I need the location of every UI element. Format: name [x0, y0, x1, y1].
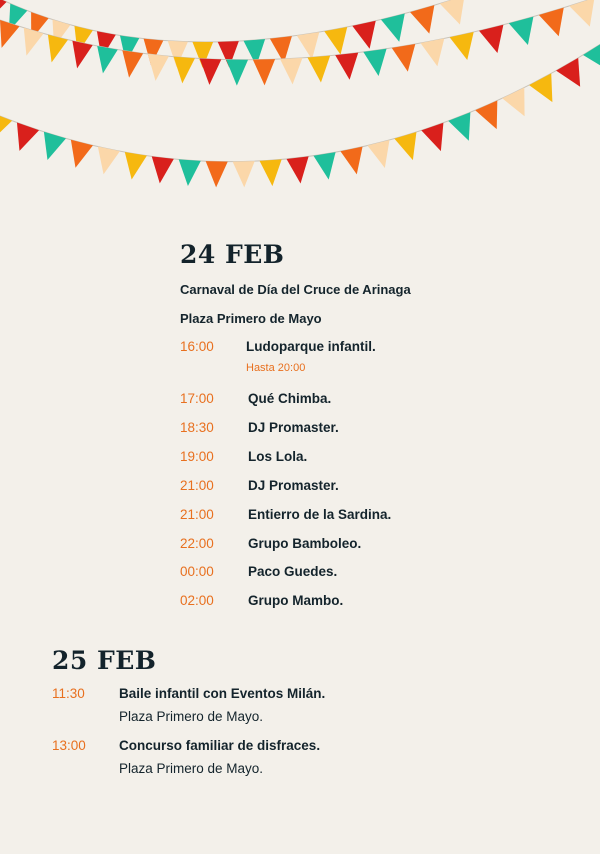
bunting-flag: [297, 32, 319, 59]
schedule-time: 22:00: [180, 536, 214, 551]
bunting-flag: [475, 101, 497, 130]
bunting-flag: [556, 58, 580, 87]
event-name: Carnaval de Día del Cruce de Arinaga: [180, 282, 411, 297]
schedule-act: Los Lola.: [248, 449, 308, 464]
schedule-act: Paco Guedes.: [248, 564, 338, 579]
schedule-time: 11:30: [52, 686, 85, 701]
bunting-decoration: [0, 0, 600, 210]
schedule-act: Qué Chimba.: [248, 391, 332, 406]
schedule-time: 19:00: [180, 449, 214, 464]
bunting-flag: [0, 20, 19, 48]
bunting-flag: [313, 152, 335, 179]
bunting-flag: [307, 56, 330, 83]
bunting-flag: [410, 5, 434, 33]
schedule-time: 21:00: [180, 478, 214, 493]
bunting-flag: [125, 152, 147, 179]
schedule-time: 00:00: [180, 564, 214, 579]
bunting-flag: [44, 132, 66, 160]
schedule-time: 21:00: [180, 507, 214, 522]
schedule-act: Grupo Bamboleo.: [248, 536, 362, 551]
bunting-flag: [17, 123, 39, 151]
bunting-flag: [529, 73, 552, 102]
bunting-flag: [179, 159, 201, 186]
day-title-24-feb: 24 FEB: [180, 240, 285, 269]
schedule-time: 02:00: [180, 593, 214, 608]
bunting-flag: [98, 147, 120, 175]
bunting-flag: [509, 17, 534, 45]
bunting-flag: [97, 46, 118, 73]
bunting-flag: [253, 59, 275, 85]
day-title-25-feb: 25 FEB: [52, 646, 157, 675]
bunting-flag: [280, 58, 302, 85]
bunting-flag: [340, 147, 362, 175]
schedule-time: 17:00: [180, 391, 214, 406]
bunting-flag: [479, 25, 503, 53]
bunting-flag: [392, 44, 416, 72]
bunting-flag: [72, 41, 92, 69]
bunting-flag: [502, 88, 524, 117]
bunting-flag: [148, 54, 169, 81]
schedule-act: DJ Promaster.: [248, 478, 339, 493]
schedule-place: Plaza Primero de Mayo.: [119, 761, 264, 776]
event-place: Plaza Primero de Mayo: [180, 311, 322, 326]
bunting-flag: [440, 0, 465, 24]
schedule-place: Plaza Primero de Mayo.: [119, 709, 264, 724]
bunting-flag: [0, 0, 7, 21]
bunting-flag: [174, 57, 195, 84]
bunting-flag: [367, 140, 389, 168]
schedule-time: 13:00: [52, 738, 86, 753]
schedule-act: DJ Promaster.: [248, 420, 339, 435]
bunting-flag: [71, 140, 93, 168]
bunting-flag: [287, 156, 309, 183]
schedule-note: Hasta 20:00: [246, 362, 306, 374]
schedule-act: Grupo Mambo.: [248, 593, 344, 608]
bunting-flag: [24, 28, 44, 56]
bunting-flag: [569, 0, 594, 27]
bunting-flag: [381, 14, 405, 42]
bunting-flag: [260, 159, 282, 186]
bunting-flag: [363, 49, 386, 76]
bunting-flag: [421, 123, 443, 151]
schedule-act: Entierro de la Sardina.: [248, 507, 392, 522]
schedule-time: 16:00: [180, 339, 214, 354]
bunting-flag: [226, 59, 248, 85]
bunting-flag: [200, 58, 222, 84]
bunting-flag: [152, 156, 174, 183]
bunting-flag: [539, 8, 564, 37]
bunting-flag: [233, 161, 255, 187]
bunting-flag: [122, 50, 143, 77]
bunting-flag: [420, 38, 444, 66]
schedule-act: Concurso familiar de disfraces.: [119, 738, 321, 753]
schedule-act: Baile infantil con Eventos Milán.: [119, 686, 326, 701]
schedule-time: 18:30: [180, 420, 214, 435]
bunting-flag: [206, 161, 228, 187]
schedule-act: Ludoparque infantil.: [246, 339, 376, 354]
bunting-flag: [324, 27, 347, 55]
bunting-flag: [335, 53, 358, 80]
bunting-flag: [394, 132, 416, 160]
